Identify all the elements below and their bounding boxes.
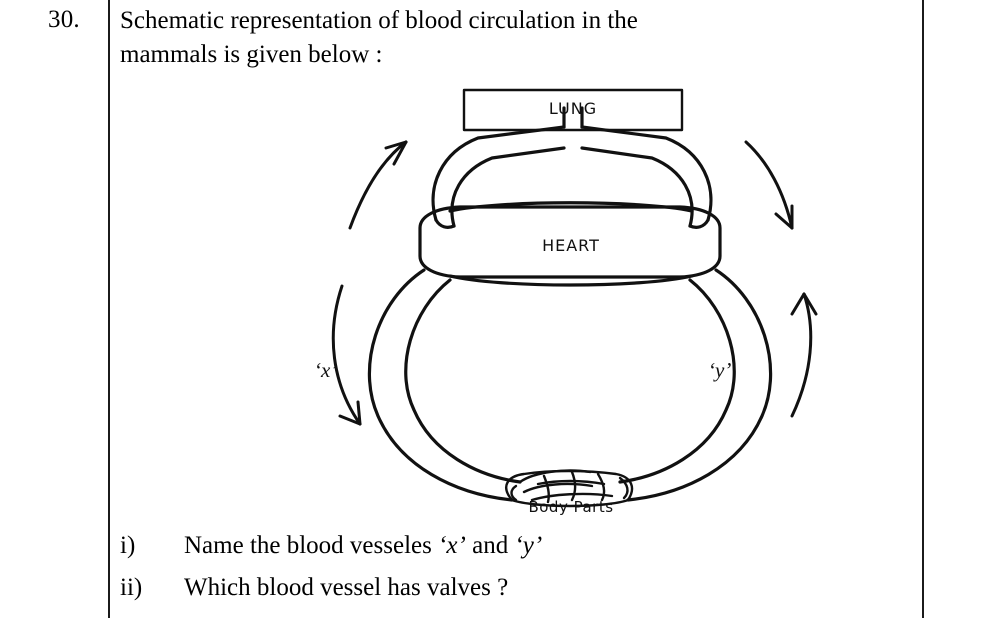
vessel-x-label [314, 358, 337, 383]
vessel-y-label [708, 358, 731, 383]
sub-question-2-marker: ii) [120, 574, 143, 601]
circulation-svg [120, 80, 920, 520]
vessel-y-text: ‘y’ [708, 358, 732, 382]
heart-label: HEART [542, 236, 600, 255]
sub-question-2-text: Which blood vessel has valves ? [184, 574, 509, 601]
vena-cava-outer-right [628, 270, 771, 500]
arrow-upper-right [746, 142, 792, 228]
sub-question-1-middle: and [465, 532, 515, 559]
vessel-x-text: ‘x’ [314, 358, 338, 382]
arrow-lower-right [792, 294, 816, 416]
body-parts-label: Body Parts [528, 498, 614, 516]
question-number: 30. [48, 6, 80, 33]
aorta-inner-left [406, 280, 520, 482]
table-rule-right [922, 0, 924, 618]
table-rule-left [108, 0, 110, 618]
sub-question-1-text: Name the blood vesseles [184, 532, 439, 559]
sub-question-1-var-y: ‘y’ [514, 532, 543, 559]
aorta-outer-left [369, 270, 512, 500]
sub-question-1 [120, 530, 542, 563]
arrow-upper-left [350, 142, 406, 228]
question-stem [120, 4, 916, 72]
lung-label: LUNG [548, 99, 598, 118]
sub-question-2 [120, 572, 508, 605]
sub-question-1-marker: i) [120, 532, 136, 559]
question-stem-line-1: Schematic representation of blood circulation in the [120, 7, 638, 34]
sub-question-1-var-x: ‘x’ [438, 532, 466, 559]
arrow-lower-left [333, 286, 360, 424]
circulation-diagram [120, 80, 920, 520]
question-stem-line-2: mammals is given below : [120, 41, 383, 68]
